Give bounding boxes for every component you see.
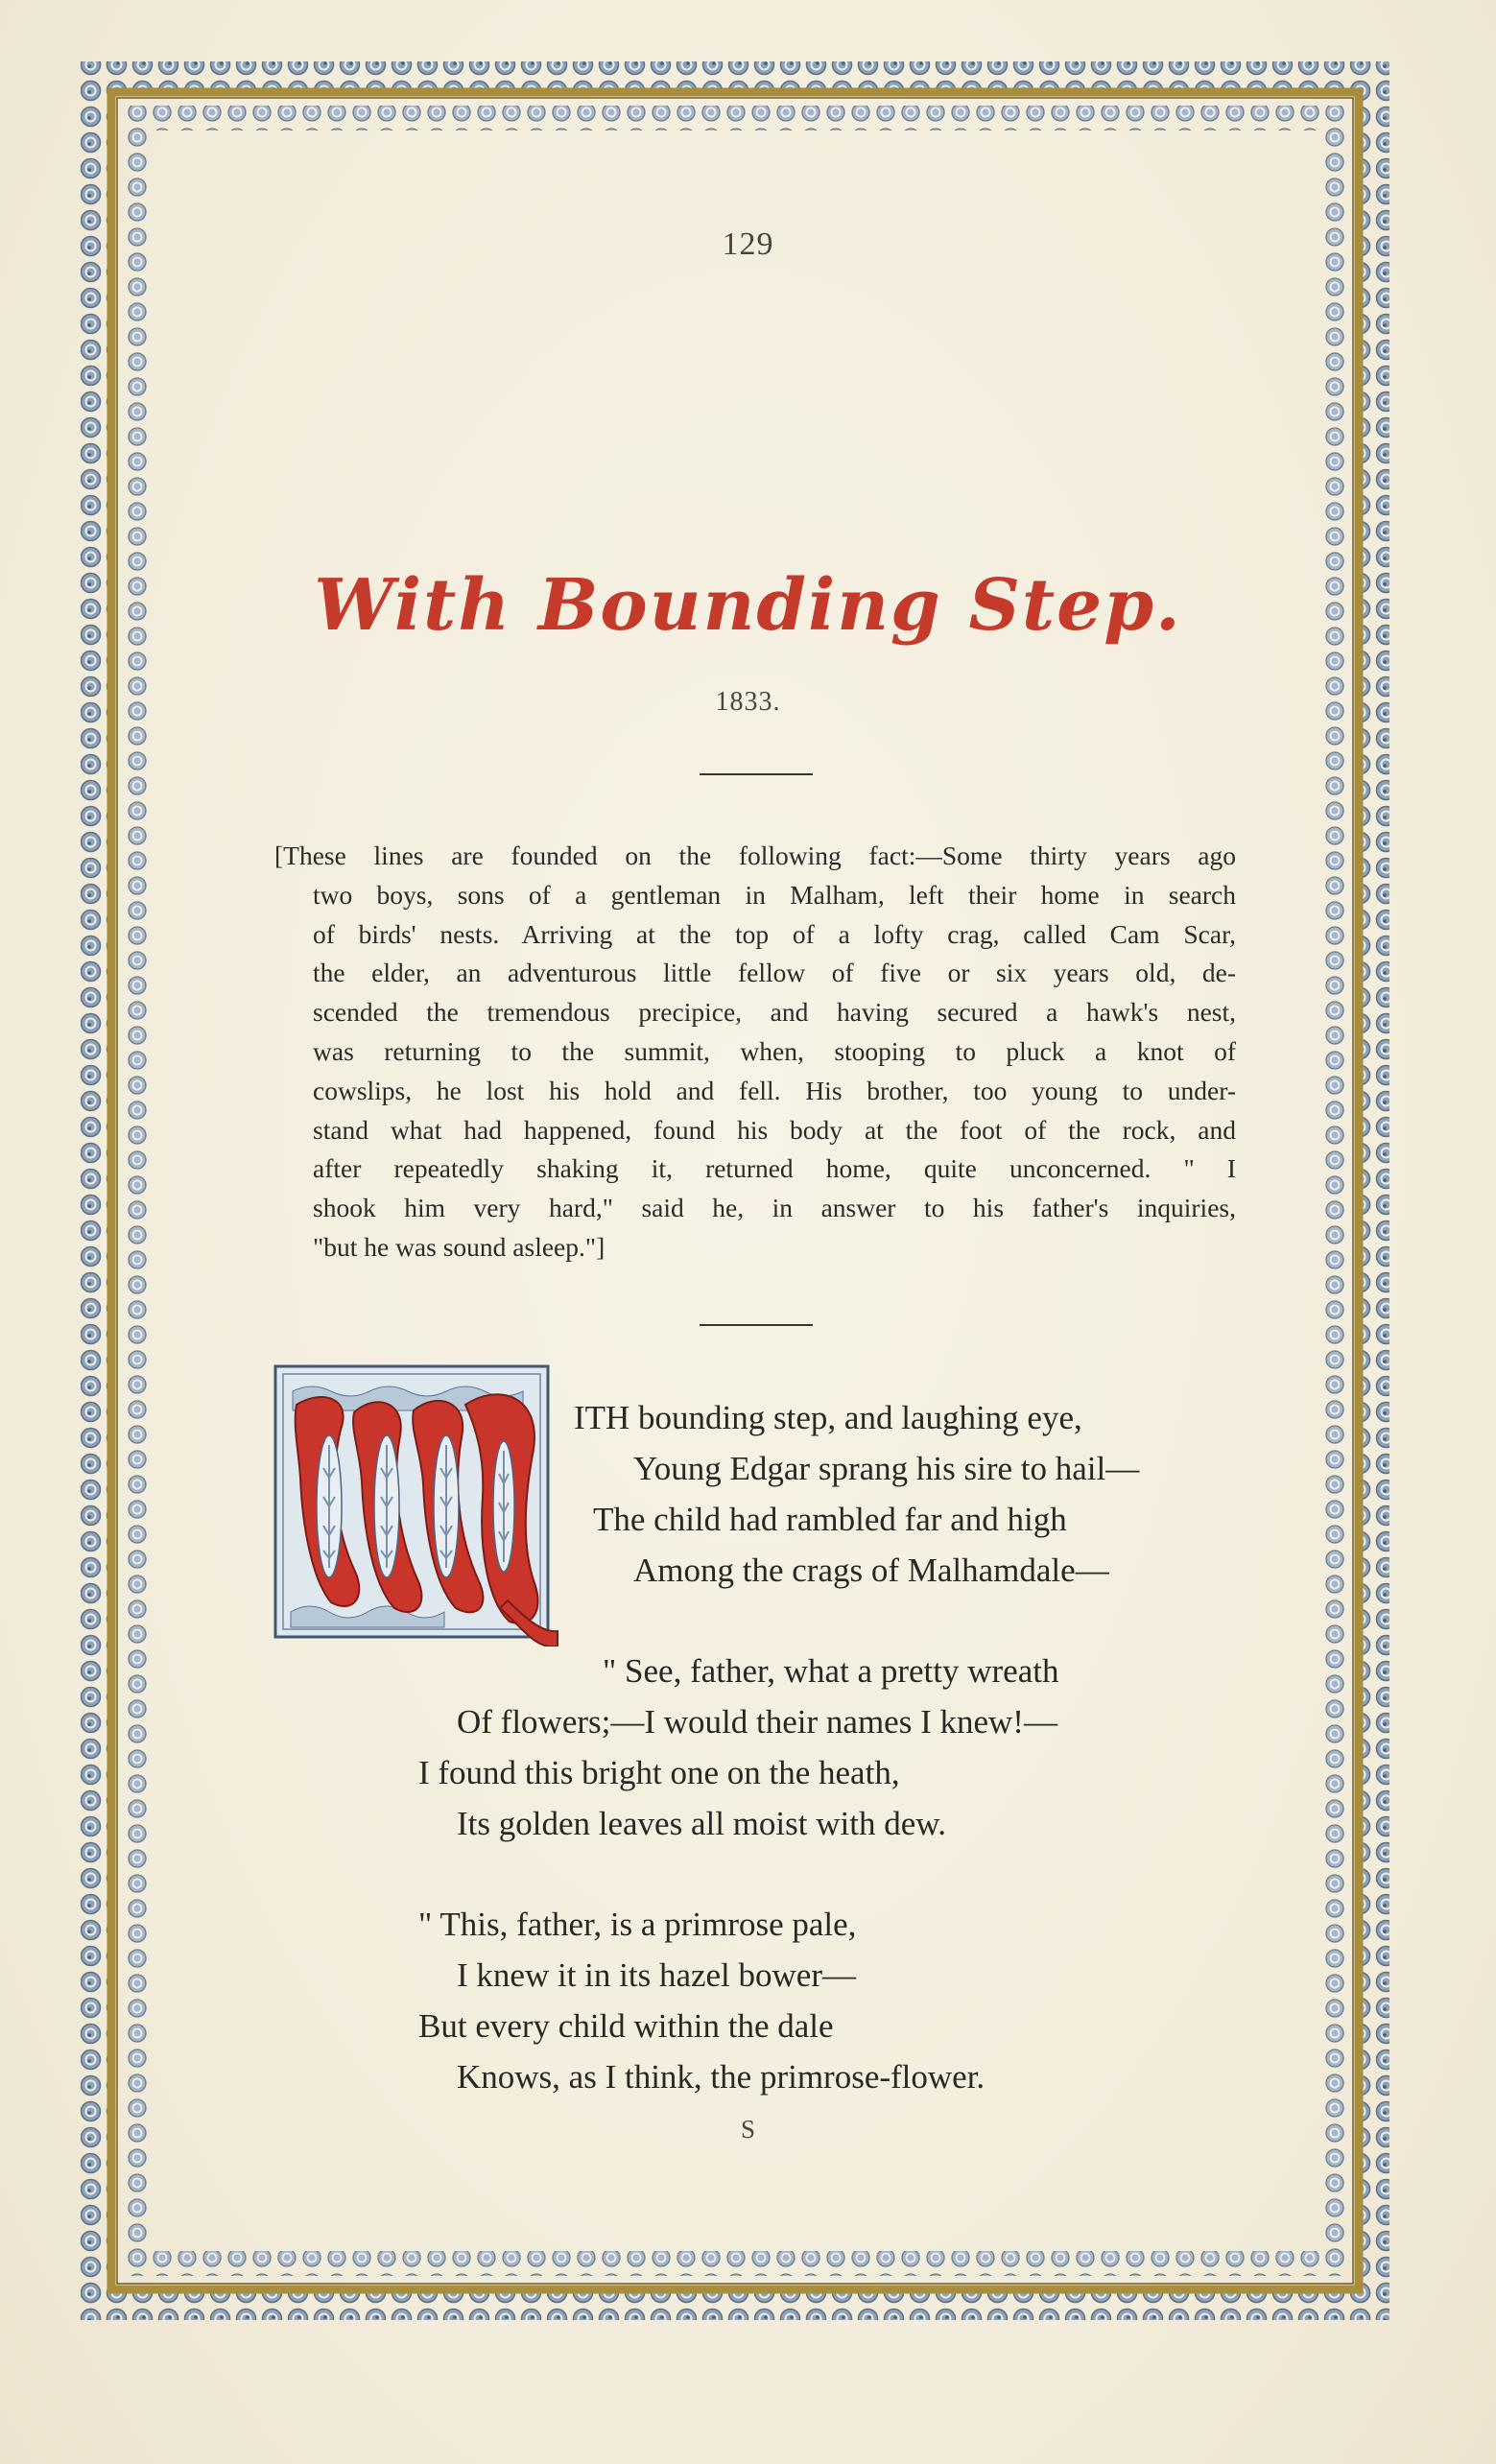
poem-title: With Bounding Step. — [314, 564, 1182, 647]
poem-line: I knew it in its hazel bower— — [457, 1956, 857, 1994]
intro-line: the elder, an adventurous little fellow of five or six years old, de- — [313, 958, 1236, 988]
poem-line: The child had rambled far and high — [593, 1501, 1067, 1538]
intro-line: of birds' nests. Arriving at the top of a lofty crag, called Cam Scar, — [313, 918, 1236, 949]
poem-line: But every child within the dale — [418, 2007, 834, 2045]
poem-line: " See, father, what a pretty wreath — [603, 1652, 1059, 1690]
poem-line: " This, father, is a primrose pale, — [418, 1906, 857, 1943]
intro-line: "but he was sound asleep."] — [313, 1231, 606, 1262]
intro-line: was returning to the summit, when, stooping to pluck a knot of — [313, 1035, 1236, 1066]
poem-line: Its golden leaves all moist with dew. — [457, 1805, 946, 1842]
intro-line: stand what had happened, found his body at the foot of the rock, and — [313, 1114, 1236, 1145]
divider-top — [700, 773, 813, 775]
poem-line: Knows, as I think, the primrose-flower. — [457, 2058, 985, 2096]
poem-line: Of flowers;—I would their names I knew!— — [457, 1703, 1057, 1741]
intro-line: two boys, sons of a gentleman in Malham, left their home in search — [313, 879, 1236, 910]
poem-line: ITH bounding step, and laughing eye, — [574, 1399, 1082, 1436]
intro-line: scended the tremendous precipice, and having secured a hawk's nest, — [313, 997, 1236, 1028]
intro-note — [274, 837, 1236, 1268]
poem-line: Among the crags of Malhamdale— — [633, 1552, 1109, 1589]
poem-line: I found this bright one on the heath, — [418, 1754, 900, 1791]
poem-year: 1833. — [715, 687, 781, 717]
page-number: 129 — [722, 226, 774, 262]
intro-line: cowslips, he lost his hold and fell. His brother, too young to under- — [313, 1075, 1236, 1105]
signature-mark: S — [740, 2115, 756, 2144]
poem-line: Young Edgar sprang his sire to hail— — [633, 1450, 1140, 1487]
intro-line: shook him very hard," said he, in answer to his father's inquiries, — [313, 1193, 1236, 1223]
intro-line: after repeatedly shaking it, returned home, quite unconcerned. " I — [313, 1153, 1236, 1184]
illuminated-initial-w — [273, 1362, 561, 1647]
intro-line: [These lines are founded on the following fact:—Some thirty years ago — [274, 841, 1236, 870]
divider-bottom — [700, 1324, 813, 1326]
